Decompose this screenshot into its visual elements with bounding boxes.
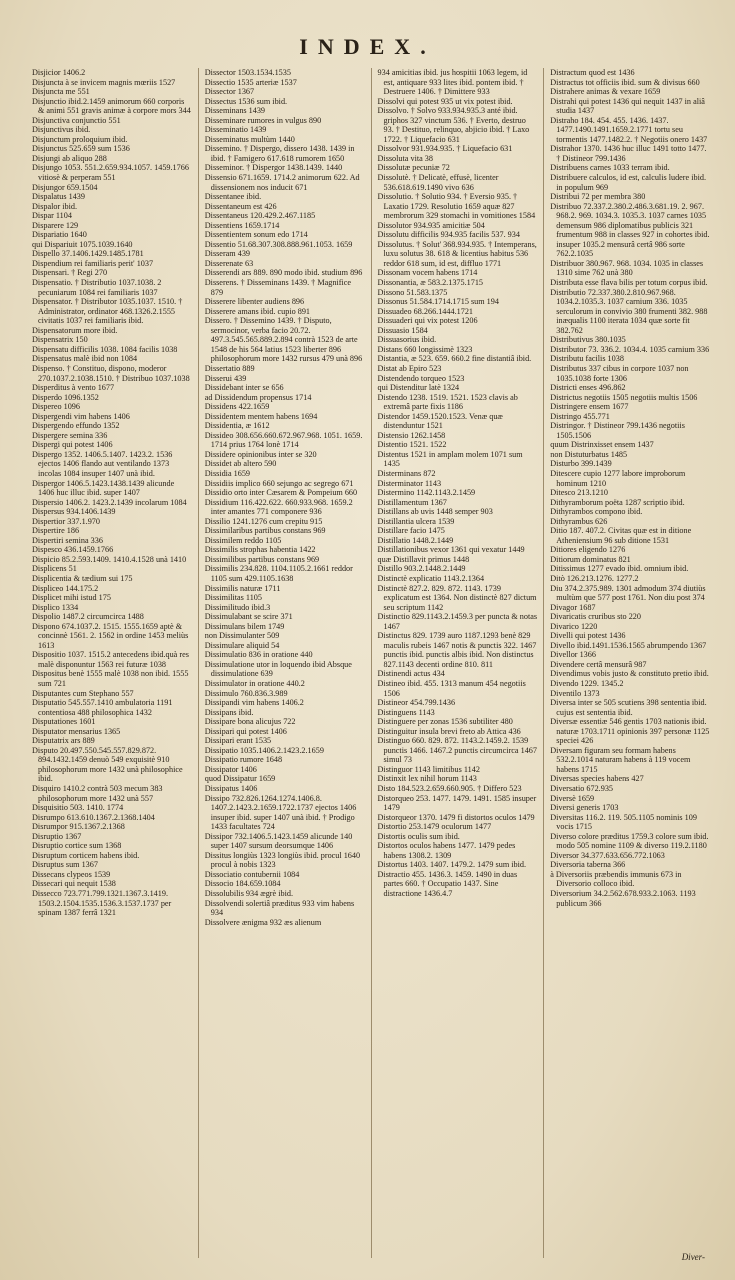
index-entry: Displicet mihi istud 175	[32, 593, 111, 603]
index-entry: Dissipandi vim habens 1406.2	[204, 698, 304, 708]
index-entry: Dissentaneus 120.429.2.467.1185	[204, 211, 316, 221]
index-entry: Dissipare bona alicujus 722	[204, 717, 296, 727]
index-entry: Disseminans 1439	[204, 106, 266, 116]
index-entry: Districtus negotiis 1505 negotiis multis 1506	[550, 392, 698, 402]
index-entry: Distineo ibid. 455. 1313 manum 454 negotiis 1506	[377, 679, 526, 698]
index-entry: Dissolutor 934.935 amicitiæ 504	[377, 220, 485, 230]
index-entry: Dissolvi qui potest 935 ut vix potest ibid.	[377, 96, 513, 106]
index-entry: Dissimulans bilem 1749	[204, 621, 285, 631]
index-entry: Disterminator 1143	[377, 478, 442, 488]
index-entry: Disjungi ab aliquo 288	[32, 153, 107, 163]
index-entry: Distinguens 1143	[377, 707, 435, 717]
index-entry: Displicentia & tædium sui 175	[32, 573, 133, 583]
index-entry: Dispenso. † Constituo, dispono, moderor 270.1037.2.1038.1510. † Distribuo 1037.1038	[32, 363, 190, 383]
index-entry: Distillare facio 1475	[377, 526, 445, 536]
index-entry: Distillantia ulcera 1539	[377, 516, 455, 526]
index-entry: Disto 184.523.2.659.660.905. † Differo 523	[377, 784, 522, 794]
index-entry: Divarico 1220	[550, 621, 598, 631]
index-entry: Dispicio 85.2.593.1409. 1410.4.1528 unà 1410	[32, 554, 187, 564]
index-entry: Dithyrambos compono ibid.	[550, 507, 643, 517]
index-entry: Dissimulator in oratione 440.2	[204, 679, 305, 688]
index-entry: Dissentaneum est 426	[204, 201, 277, 211]
index-entry: Distractum quod est 1436	[550, 68, 635, 77]
index-entry: Dispendium rei familiaris perit' 1037	[32, 258, 154, 268]
index-entry: Disperditus à vento 1677	[32, 383, 115, 393]
index-entry: Distributivus 380.1035	[550, 335, 626, 345]
index-entry: Dispositus benè 1555 malè 1038 non ibid. 1555 sum 721	[32, 669, 189, 688]
index-entry: Dissipatus 1406	[204, 784, 258, 794]
index-entry: Diversi generis 1703	[550, 803, 619, 813]
index-entry: Dispositio 1037. 1515.2 antecedens ibid.quà res malè disponuntur 1563 rei futuræ 1038	[32, 650, 189, 669]
index-entry: Dispergi qui potest 1406	[32, 440, 113, 450]
index-entry: Dispertior 337.1.970	[32, 516, 100, 526]
index-entry: Dispesco 436.1459.1766	[32, 545, 114, 555]
index-entry: Divagor 1687	[550, 602, 596, 612]
index-entry: Diversa inter se 505 scutiens 398 sententia ibid. cujus est sententia ibid.	[550, 698, 707, 717]
index-entry: Distineor 454.799.1436	[377, 698, 456, 708]
index-entry: Disruptum corticem habens ibid.	[32, 850, 140, 860]
index-entry: Divendo 1229. 1345.2	[550, 679, 624, 688]
index-entry: Ditò 126.213.1276. 1277.2	[550, 573, 639, 583]
index-entry: Dissono 51.583.1375	[377, 287, 448, 297]
index-entry: Displico 1334	[32, 602, 79, 612]
index-entry: Disruptio 1367	[32, 831, 82, 841]
index-entry: Distortis oculis sum ibid.	[377, 831, 460, 841]
index-entry: Disseram 439	[204, 249, 251, 259]
index-entry: Diversè 1659	[550, 793, 595, 803]
index-entry: Dissuadeo 68.266.1444.1721	[377, 306, 474, 316]
index-entry: Distractio 455. 1436.3. 1459. 1490 in duas partes 660. † Occupatio 1437. Sine distractione 1436.4.7	[377, 869, 518, 899]
index-entry: quod Dissipatur 1659	[204, 774, 276, 784]
index-entry: Distinctus 829. 1739 auro 1187.1293 benè 829 maculis rubeis 1467 notis & punctis 322. 1467 punctis ibid. punctis albis ibid. Non distinctus 827.1143 decenti ordine 810. 811	[377, 631, 537, 669]
index-entry: Dispensatus malè ibid non 1084	[32, 354, 138, 364]
index-entry: Dissipari erant 1535	[204, 736, 272, 746]
index-entry: Distribuo 72.337.2.380.2.486.3.681.19. 2. 967. 968.2. 969. 1034.3. 1035.3. 1037 carnes 1035 demensum 986 diplomatibus publicis 321 frumentum 988 in classes 927 in cohortes ibid. insuper 1035.2 mensurâ certâ 986 sorte 762.2.1035	[550, 201, 710, 259]
index-entry: Dispello 37.1406.1429.1485.1781	[32, 249, 144, 259]
index-entry: Dissipor 732.1406.5.1423.1459 alicunde 140 super 1407 sursum deorsumque 1406	[204, 831, 353, 851]
index-entry: Divaricatis cruribus sto 220	[550, 612, 641, 622]
index-entry: Divendere certâ mensurâ 987	[550, 659, 647, 669]
index-entry: Dissimulare aliquid 54	[204, 640, 280, 650]
index-entry: Dissector 1367	[204, 87, 255, 97]
index-column-3	[372, 68, 545, 1258]
index-entry: Dissimilitudo ibid.3	[204, 602, 271, 612]
index-entry: Disseminatio 1439	[204, 125, 267, 135]
index-entry: Distortos oculos habens 1477. 1479 pedes habens 1308.2. 1309	[377, 841, 516, 860]
index-entry: Dissimilitas 1105	[204, 593, 262, 603]
index-entry: Distendendo torqueo 1523	[377, 373, 465, 383]
index-entry: Dissolutus. † Solut' 368.934.935. † Intemperans, luxu solutus 38. 618 & licentius habitus 536 reddor 618 sum, id est, diffluo 1771	[377, 239, 537, 268]
index-entry: Disparere 129	[32, 220, 79, 230]
index-entry: Distantia, æ 523. 659. 660.2 fine distantiâ ibid.	[377, 354, 532, 364]
index-entry: Dispergor 1406.5.1423.1438.1439 alicunde 1406 huc illuc ibid. super 1407	[32, 478, 175, 498]
index-entry: Distrahi qui potest 1436 qui nequit 1437 in aliâ studia 1437	[550, 96, 705, 116]
index-entry: Dispergere semina 336	[32, 430, 108, 440]
index-entry: Distinguitur insula brevi freto ab Attica 436	[377, 726, 521, 736]
page-title: INDEX.	[299, 34, 436, 59]
index-entry: Dissidiis implico 660 sejungo ac segrego 671	[204, 478, 354, 488]
index-entry: Disserere amans ibid. cupio 891	[204, 306, 311, 316]
index-entry: Distraho 184. 454. 455. 1436. 1437. 1477.1490.1491.1659.2.1771 tortu seu tormentis 1477.1482.2. † Negotiis onero 1437	[550, 115, 708, 144]
index-entry: Disseminor. † Dispergor 1438.1439. 1440	[204, 163, 343, 173]
catchword: Diver-	[681, 1252, 705, 1262]
index-entry: Displicens 51	[32, 564, 77, 574]
index-entry: Distringere ensem 1677	[550, 402, 629, 412]
index-entry: Disjuncta me 551	[32, 87, 90, 97]
index-entry: à Diversoriis præbendis immunis 673 in Diversorio colloco ibid.	[550, 869, 682, 889]
index-entry: Distrahere animas & vexare 1659	[550, 87, 661, 97]
index-entry: Distringor. † Distineor 799.1436 negotiis 1505.1506	[550, 421, 685, 440]
index-entry: Dissolutu difficilis 934.935 facilis 537. 934	[377, 230, 520, 240]
index-entry: Diversor 34.377.633.656.772.1063	[550, 850, 665, 860]
index-entry: Distribui 72 per membra 380	[550, 192, 646, 202]
index-entry: Dissolvo. † Solvo 933.934.935.3 anté ibid. griphos 327 vinctum 536. † Everto, destruo 93. † Destituo, relinquo, abjicio ibid. † Laxo 1722. † Liquefacio 631	[377, 106, 530, 144]
index-entry: Diu 374.2.375.989. 1301 admodum 374 diutiùs multùm que 577 post 1761. Non diu post 374	[550, 583, 706, 603]
index-entry: Distans 660 longissimè 1323	[377, 344, 473, 354]
index-entry: Dissimulatio 836 in oratione 440	[204, 650, 313, 660]
index-entry: Dissipo 732.826.1264.1274.1406.8. 1407.2.1423.2.1659.1722.1737 ejectos 1406 insuper ibid. super 1407 unà ibid. † Prodigo 1433 facultates 724	[204, 793, 357, 832]
index-entry: Distensio 1262.1458	[377, 430, 446, 440]
index-entry: Disjunctum proloquium ibid.	[32, 134, 128, 144]
index-entry: 934 amicitias ibid. jus hospitii 1063 legem, id est, antiquare 933 lites ibid. pontem ibid. † Destruere 1406. † Dimittere 933	[377, 68, 528, 97]
index-entry: Dissimilem reddo 1105	[204, 535, 282, 545]
index-entry: Disjunctus 525.659 sum 1536	[32, 144, 130, 154]
index-entry: Dispergo 1352. 1406.5.1407. 1423.2. 1536 ejectos 1406 flando aut ventilando 1373 incolas 1084 insuper 1407 unà ibid.	[32, 449, 173, 478]
index-entry: Disseminatus multùm 1440	[204, 134, 295, 144]
index-entry: Distendor 1459.1520.1523. Venæ quæ distenduntur 1521	[377, 411, 503, 431]
index-entry: Disquiro 1410.2 contrà 503 mecum 383 philosophorum more 1432 unà 557	[32, 784, 163, 803]
index-entry: Dispariatio 1640	[32, 230, 87, 240]
index-entry: Dissilio 1241.1276 cum crepitu 915	[204, 516, 323, 526]
index-entry: Dissocio 184.659.1084	[204, 879, 281, 889]
index-entry: Disjungo 1053. 551.2.659.934.1057. 1459.1766 vitiosè & perperam 551	[32, 163, 189, 183]
index-entry: Dissectus 1536 sum ibid.	[204, 96, 288, 106]
index-entry: Dispensari. † Regi 270	[32, 268, 108, 278]
index-entry: Diversam figuram seu formam habens 532.2.1014 naturam habens à 119 vocem habens 1715	[550, 745, 691, 774]
index-entry: Distribuor 380.967. 968. 1034. 1035 in classes 1310 sime 762 unà 380	[550, 258, 704, 278]
index-entry: Dissero. † Dissemino 1439. † Disputo, sermocinor, verba facio 20.72. 497.3.545.565.889.2.894 contrà 1523 de arte 1548 de his 564 latius 1523 liberter 896 philosophorum more 1432 rursus 479 unà 896	[204, 316, 363, 364]
index-entry: Dissimulabant se scire 371	[204, 612, 293, 622]
index-entry: Dispensatrix 150	[32, 335, 88, 345]
index-entry: qui Dispariuit 1075.1039.1640	[32, 239, 133, 249]
index-entry: Dissolutio. † Solutio 934. † Eversio 935. † Laxatio 1729. Resolutio 1659 aquæ 827 membrorum 329 stomachi in vomitiones 1584	[377, 192, 536, 221]
index-entry: Dispersus 934.1406.1439	[32, 507, 116, 517]
index-entry: Dissipatio 1035.1406.2.1423.2.1659	[204, 745, 324, 755]
index-entry: Dissoluta vita 38	[377, 153, 433, 163]
index-entry: Distinctè 827.2. 829. 872. 1143. 1739 explicatum est 1364. Non distinctè 827 dictum seu scriptum 1142	[377, 583, 537, 612]
index-entry: Diversæ essentiæ 546 gentis 1703 nationis ibid. naturæ 1703.1711 opinionis 397 personæ 1125 speciei 426	[550, 717, 710, 746]
index-entry: qui Distenditur latè 1324	[377, 383, 460, 393]
index-entry: Dissonam vocem habens 1714	[377, 268, 478, 278]
index-entry: Distillatio 1448.2.1449	[377, 535, 454, 545]
index-entry: Disseminare rumores in vulgus 890	[204, 115, 322, 125]
index-entry: Disturbo 399.1439	[550, 459, 612, 469]
index-entry: Dissector 1503.1534.1535	[204, 68, 291, 77]
index-entry: Distendo 1238. 1519. 1521. 1523 clavis ab extremâ parte fixis 1186	[377, 392, 518, 412]
index-entry: Divendimus vobis justo & constituto pretio ibid.	[550, 669, 709, 679]
index-entry: Disserere libenter audiens 896	[204, 297, 305, 307]
index-entry: Disserui 439	[204, 373, 247, 383]
index-entry: Dissipans ibid.	[204, 707, 254, 717]
index-entry: Dissolvere ænigma 932 æs alienum	[204, 917, 322, 927]
index-entry: Dissonus 51.584.1714.1715 sum 194	[377, 297, 499, 307]
index-entry: Dispono 674.1037.2. 1515. 1555.1659 aptè & concinnè 1561. 2. 1562 in ordine 1453 meliùs 1613	[32, 621, 189, 650]
index-entry: Divelli qui potest 1436	[550, 631, 626, 641]
index-entry: Dithyrambus 626	[550, 516, 608, 526]
index-entry: Dissectio 1535 arteriæ 1537	[204, 77, 297, 87]
index-entry: Dissolubilis 934 ægrè ibid.	[204, 889, 293, 899]
index-entry: Dissidia 1659	[204, 468, 251, 478]
index-entry: Disjunctivus ibid.	[32, 125, 91, 135]
index-entry: Distillans ab uvis 1448 semper 903	[377, 507, 493, 517]
index-entry: Distinguo 660. 829. 872. 1143.2.1459.2. 1539 punctis 1466. 1467.2 punctis circumcirca 1467 simul 73	[377, 736, 537, 765]
index-entry: Distributor 73. 336.2. 1034.4. 1035 carnium 336	[550, 344, 710, 354]
index-entry: Distributus 337 cibus in corpore 1037 non 1035.1038 forte 1306	[550, 363, 689, 383]
index-entry: Distinendi actus 434	[377, 669, 445, 679]
index-entry: Dissentanee ibid.	[204, 192, 262, 202]
index-entry: Dissecco 723.771.799.1321.1367.3.1419. 1503.2.1504.1535.1536.3.1537.1737 per spinam 1387 ferrâ 1321	[32, 889, 172, 918]
index-entry: Dissolutæ pecuniæ 72	[377, 163, 450, 173]
index-entry: Dissensio 671.1659. 1714.2 animorum 622. Ad dissensionem nos inducit 671	[204, 173, 360, 192]
index-entry: Dissipatio rumore 1648	[204, 755, 283, 765]
index-entry: Dissentiens 1659.1714	[204, 220, 280, 230]
index-entry: Dissimulo 760.836.3.989	[204, 688, 288, 698]
index-entry: Distributio 72.337.380.2.810.967.968. 1034.2.1035.3. 1037 carnium 336. 1035 serculorum in convivio 380 frumenti 382. 988 inæqualis 1100 iterata 1034 quæ sorte fit 382.762	[550, 287, 708, 335]
index-entry: Dissecans clypeos 1539	[32, 869, 111, 879]
index-entry: Divellor 1366	[550, 650, 596, 660]
index-entry: Disputatio 545.557.1410 ambulatoria 1191 contentiosa 488 philosophica 1432	[32, 698, 173, 717]
index-entry: Dispolio 1487.2 circumcirca 1488	[32, 612, 144, 622]
index-column-1	[26, 68, 199, 1258]
index-entry: Dispertire 186	[32, 526, 80, 536]
index-entry: Dissonantia, æ 583.2.1375.1715	[377, 278, 484, 288]
index-entry: Displiceo 144.175.2	[32, 583, 99, 593]
index-entry: Dispertiri semina 336	[32, 535, 103, 545]
index-entry: Dissentio 51.68.307.308.888.961.1053. 1659	[204, 239, 353, 249]
index-entry: Dispalor ibid.	[32, 201, 78, 211]
index-entry: Dithyramborum poëta 1287 scriptio ibid.	[550, 497, 685, 507]
index-entry: Distractus tot officiis ibid. sum & divisus 660	[550, 77, 700, 87]
index-entry: ad Dissidendum propensus 1714	[204, 392, 312, 402]
index-entry: Dissidentem mentem habens 1694	[204, 411, 318, 421]
index-entry: Disquisitio 503. 1410. 1774	[32, 803, 124, 813]
index-entry: Distat ab Epiro 523	[377, 363, 442, 373]
index-entry: Dispensatorum more ibid.	[32, 325, 118, 335]
index-entry: Dissidentia, æ 1612	[204, 421, 270, 431]
index-entry: Ditescere cupio 1277 labore improborum hominum 1210	[550, 468, 686, 488]
index-entry: Disserens. † Disseminans 1439. † Magnifice 879	[204, 278, 351, 297]
index-entry: Diversorium 34.2.562.678.933.2.1063. 1193 publicum 366	[550, 889, 696, 908]
index-entry: Ditesco 213.1210	[550, 488, 609, 498]
index-entry: Dissidium 116.422.622. 660.933.968. 1659.2 inter amantes 771 componere 936	[204, 497, 353, 517]
index-entry: Dissideo 308.656.660.672.967.968. 1051. 1659. 1714 prius 1764 lonè 1714	[204, 430, 363, 450]
index-entry: Dissimulatione utor in loquendo ibid Absque dissimulatione 639	[204, 659, 352, 679]
index-entry: Distillationibus vexor 1361 qui vexatur 1449	[377, 545, 525, 555]
index-entry: Diversas species habens 427	[550, 774, 644, 784]
index-entry: Dissemino. † Dispergo, dissero 1438. 1439 in ibid. † Famigero 617.618 rumorem 1650	[204, 144, 355, 163]
index-entry: Distentio 1521. 1522	[377, 440, 447, 450]
index-entry: Dissolvendi solertiâ præditus 933 vim habens 934	[204, 898, 355, 918]
index-entry: Dissertatio 889	[204, 363, 255, 373]
index-entry: Dispereo 1096	[32, 402, 80, 412]
index-entry: Disserendi ars 889. 890 modo ibid. studium 896	[204, 268, 363, 278]
index-entry: Disrumpor 915.1367.2.1368	[32, 822, 125, 832]
index-entry: quæ Distillavit primus 1448	[377, 554, 470, 564]
index-entry: Distinctè explicatio 1143.2.1364	[377, 573, 485, 583]
index-column-2	[199, 68, 372, 1258]
index-entry: Dissolvor 931.934.935. † Liquefacio 631	[377, 144, 513, 154]
index-column-4	[544, 68, 716, 1258]
index-entry: Diverso colore præditus 1759.3 colore sum ibid. modo 505 nomine 1109 & diverso 119.2.1180	[550, 831, 709, 851]
index-entry: quum Distrinxisset ensem 1437	[550, 440, 654, 450]
index-entry: Dissidet ab altero 590	[204, 459, 277, 469]
index-entry: Dissimilaribus partibus constans 969	[204, 526, 326, 536]
index-entry: Disterminans 872	[377, 468, 436, 478]
index-entry: Dissimilis 234.828. 1104.1105.2.1661 reddor 1105 sum 429.1105.1638	[204, 564, 353, 583]
index-entry: Dissidere opinionibus inter se 320	[204, 449, 317, 459]
index-entry: Dissolutè. † Delicatè, effusè, licenter 536.618.619.1490 vivo 636	[377, 173, 499, 192]
index-entry: Distributu facilis 1038	[550, 354, 624, 364]
index-entry: Distributa esse flava bilis per totum corpus ibid.	[550, 278, 708, 288]
index-entry: Disputo 20.497.550.545.557.829.872. 894.1432.1459 denuò 549 exquisitè 910 philosophorum more 1432 unà philosophice ibid.	[32, 745, 183, 784]
index-entry: Dispensatio. † Distributio 1037.1038. 2 pecuniarum 1084 rei familiaris 1037	[32, 278, 162, 297]
index-entry: Dissidens 422.1659	[204, 402, 270, 412]
index-entry: Dissipator 1406	[204, 764, 257, 774]
index-entry: Dissipari qui potest 1406	[204, 726, 287, 736]
index-entry: Distentus 1521 in amplam molem 1071 sum 1435	[377, 449, 523, 469]
index-entry: Disperdo 1096.1352	[32, 392, 99, 402]
index-entry: Ditiores eligendo 1276	[550, 545, 626, 555]
index-entry: Dissociatio contubernii 1084	[204, 869, 300, 879]
index-entry: Disputationes 1601	[32, 717, 96, 727]
index-columns	[26, 68, 716, 1258]
index-entry: Dispensatu difficilis 1038. 1084 facilis 1038	[32, 344, 178, 354]
index-entry: Dissimilis naturæ 1711	[204, 583, 281, 593]
index-entry: Distinguor 1143 limitibus 1142	[377, 764, 480, 774]
index-entry: Distinguere per zonas 1536 subtiliter 480	[377, 717, 513, 727]
index-entry: Disruptus sum 1367	[32, 860, 98, 870]
index-entry: Distrahor 1370. 1436 huc illuc 1491 totto 1477. † Distineor 799.1436	[550, 144, 707, 163]
index-entry: Dispalatus 1439	[32, 192, 85, 202]
index-entry: Dissimilibus partibus constans 969	[204, 554, 320, 564]
index-entry: Disrumpo 613.610.1367.2.1368.1404	[32, 812, 155, 822]
index-entry: Distillamentum 1367	[377, 497, 447, 507]
index-entry: Distermino 1142.1143.2.1459	[377, 488, 476, 498]
index-entry: Distringo 455.771	[550, 411, 610, 421]
index-entry: Disserenate 63	[204, 258, 254, 268]
index-entry: Distribuens carnes 1033 terram ibid.	[550, 163, 670, 173]
index-entry: non Distuturbatus 1485	[550, 449, 628, 459]
index-entry: Dispergendo effundo 1352	[32, 421, 120, 431]
index-entry: Disputantes cum Stephano 557	[32, 688, 134, 698]
index-entry: Diventilo 1373	[550, 688, 600, 698]
index-entry: Ditiorum dominatus 821	[550, 554, 631, 564]
index-entry: Distinctio 829.1143.2.1459.3 per puncta & notas 1467	[377, 612, 538, 631]
index-entry: Dissidio orto inter Cæsarem & Pompeium 660	[204, 488, 358, 498]
index-entry: Disjicior 1406.2	[32, 68, 86, 77]
index-entry: Distillo 903.2.1448.2.1449	[377, 564, 466, 574]
index-entry: Ditio 187. 407.2. Civitas quæ est in ditione Atheniensium 96 sub ditione 1531	[550, 526, 692, 545]
index-entry: Ditissimus 1277 evado ibid. omnium ibid.	[550, 564, 689, 574]
index-entry: Divello ibid.1491.1536.1565 abrumpendo 1367	[550, 640, 707, 650]
index-entry: Distortio 253.1479 oculorum 1477	[377, 822, 492, 832]
index-entry: Distorqueo 253. 1477. 1479. 1491. 1585 insuper 1479	[377, 793, 537, 813]
index-entry: Disputatrix ars 889	[32, 736, 95, 746]
index-entry: Distinxit lex nihil horum 1143	[377, 774, 477, 784]
index-entry: Dissentientem sonum edo 1714	[204, 230, 308, 240]
index-entry: Dissuasorius ibid.	[377, 335, 437, 345]
index-entry: Dissimilis strophas habentia 1422	[204, 545, 316, 555]
index-entry: Diversoria taberna 366	[550, 860, 626, 870]
index-entry: Distorqueor 1370. 1479 fi distortos oculos 1479	[377, 812, 535, 822]
index-entry: Disputator mensarius 1365	[32, 726, 121, 736]
index-entry: Diversitas 116.2. 119. 505.1105 nominis 109 vocis 1715	[550, 812, 697, 832]
index-entry: Dispar 1104	[32, 211, 72, 221]
index-entry: Dispersio 1406.2. 1423.2.1439 incolarum 1084	[32, 497, 187, 507]
index-entry: Distortus 1403. 1407. 1479.2. 1479 sum ibid.	[377, 860, 527, 870]
index-entry: Disjunctio ibid.2.1459 animorum 660 corporis & animi 551 gravis animæ à corpore mors 344	[32, 96, 191, 116]
index-entry: Districti enses 496.862	[550, 383, 626, 393]
index-entry: Diversatio 672.935	[550, 784, 614, 794]
index-entry: Dissuasio 1584	[377, 325, 428, 335]
index-entry: Dissitus longiùs 1323 longiùs ibid. procul 1640 procul à nobis 1323	[204, 850, 361, 870]
index-entry: Distribuere calculos, id est, calculis ludere ibid. in populum 969	[550, 173, 706, 192]
index-entry: Dispensator. † Distributor 1035.1037. 1510. † Administrator, ordinator 468.1326.2.1555 civitatis 1037 rei familiaris ibid.	[32, 297, 183, 326]
index-entry: Dissecari qui nequit 1538	[32, 879, 116, 889]
index-entry: Disjunctiva conjunctio 551	[32, 115, 121, 125]
index-entry: Disjuncta à se invicem magnis mœriis 1527	[32, 77, 176, 87]
index-entry: non Dissimulanter 509	[204, 631, 280, 641]
index-entry: Disruptio cortice sum 1368	[32, 841, 122, 851]
index-entry: Disjungor 659.1504	[32, 182, 98, 192]
index-entry: Dissidebant inter se 656	[204, 383, 284, 393]
index-entry: Dispergendi vim habens 1406	[32, 411, 130, 421]
index-entry: Dissuaderi qui vix potest 1206	[377, 316, 478, 326]
